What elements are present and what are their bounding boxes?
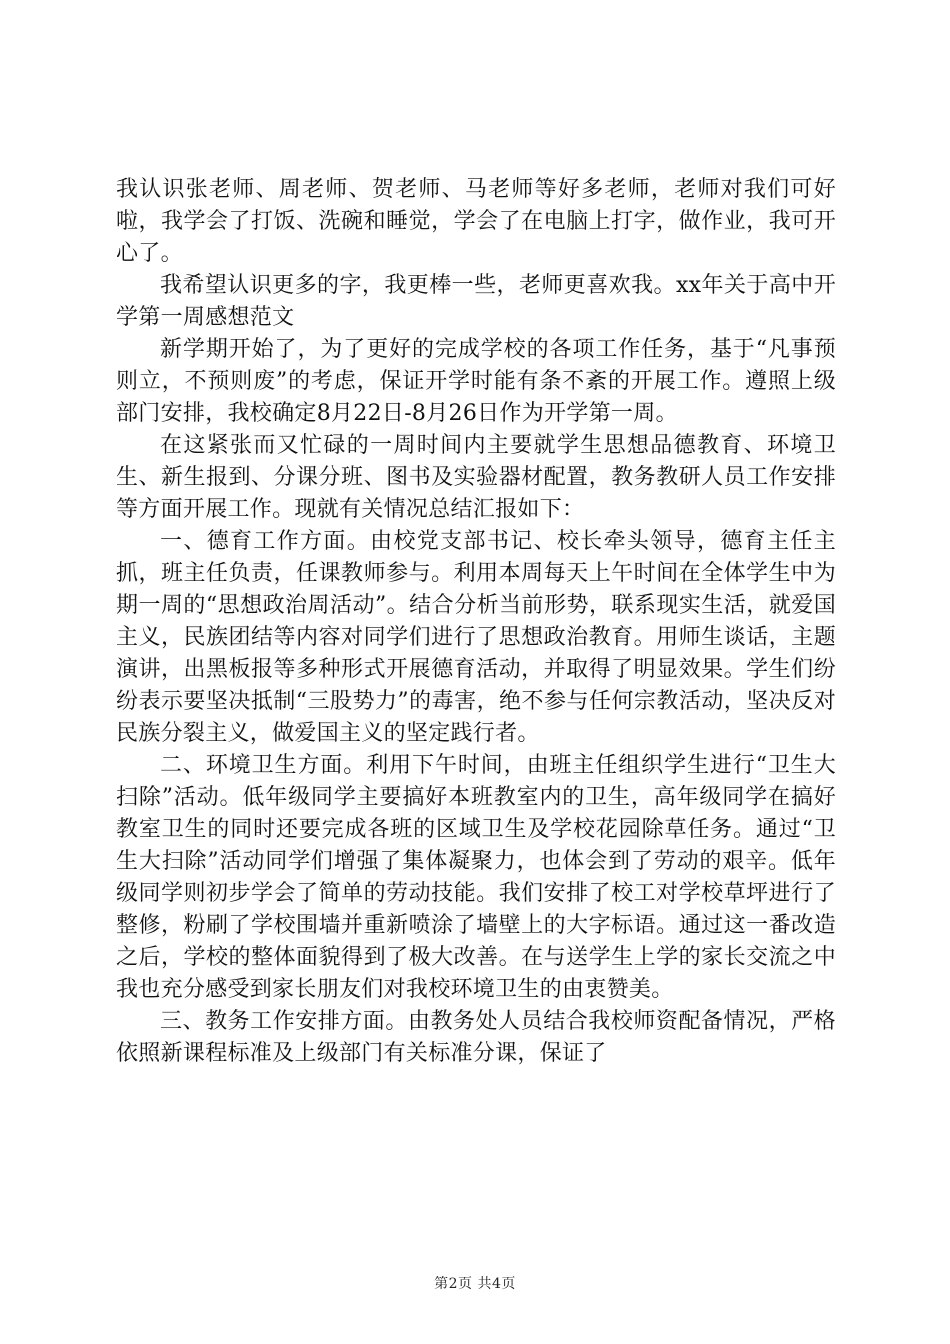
paragraph: 三、教务工作安排方面。由教务处人员结合我校师资配备情况，严格依照新课程标准及上级部门有关标准分课，保证了 — [116, 1009, 836, 1066]
paragraph: 新学期开始了，为了更好的完成学校的各项工作任务，基于“凡事预则立，不预则废”的考虑，保证开学时能有条不紊的开展工作。遵照上级部门安排，我校确定8月22日-8月26日作为开学第一周。 — [116, 337, 836, 426]
paragraph: 二、环境卫生方面。利用下午时间，由班主任组织学生进行“卫生大扫除”活动。低年级同学主要搞好本班教室内的卫生，高年级同学在搞好教室卫生的同时还要完成各班的区域卫生及学校花园除草任务。通过“卫生大扫除”活动同学们增强了集体凝聚力，也体会到了劳动的艰辛。低年级同学则初步学会了简单的劳动技能。我们安排了校工对学校草坪进行了整修，粉刷了学校围墙并重新喷涂了墙壁上的大字标语。通过这一番改造之后，学校的整体面貌得到了极大改善。在与送学生上学的家长交流之中我也充分感受到家长朋友们对我校环境卫生的由衷赞美。 — [116, 753, 836, 1002]
document-body — [116, 174, 836, 1070]
paragraph: 我认识张老师、周老师、贺老师、马老师等好多老师，老师对我们可好啦，我学会了打饭、洗碗和睡觉，学会了在电脑上打字，做作业，我可开心了。 — [116, 177, 836, 266]
page-number-footer: 第2页 共4页 — [434, 1276, 516, 1292]
paragraph: 在这紧张而又忙碌的一周时间内主要就学生思想品德教育、环境卫生、新生报到、分课分班、图书及实验器材配置，教务教研人员工作安排等方面开展工作。现就有关情况总结汇报如下： — [116, 433, 836, 522]
paragraph: 我希望认识更多的字，我更棒一些，老师更喜欢我。xx年关于高中开学第一周感想范文 — [116, 273, 836, 330]
paragraph: 一、德育工作方面。由校党支部书记、校长牵头领导，德育主任主抓，班主任负责，任课教师参与。利用本周每天上午时间在全体学生中为期一周的“思想政治周活动”。结合分析当前形势，联系现实生活，就爱国主义，民族团结等内容对同学们进行了思想政治教育。用师生谈话，主题演讲，出黑板报等多种形式开展德育活动，并取得了明显效果。学生们纷纷表示要坚决抵制“三股势力”的毒害，绝不参与任何宗教活动，坚决反对民族分裂主义，做爱国主义的坚定践行者。 — [116, 529, 836, 746]
